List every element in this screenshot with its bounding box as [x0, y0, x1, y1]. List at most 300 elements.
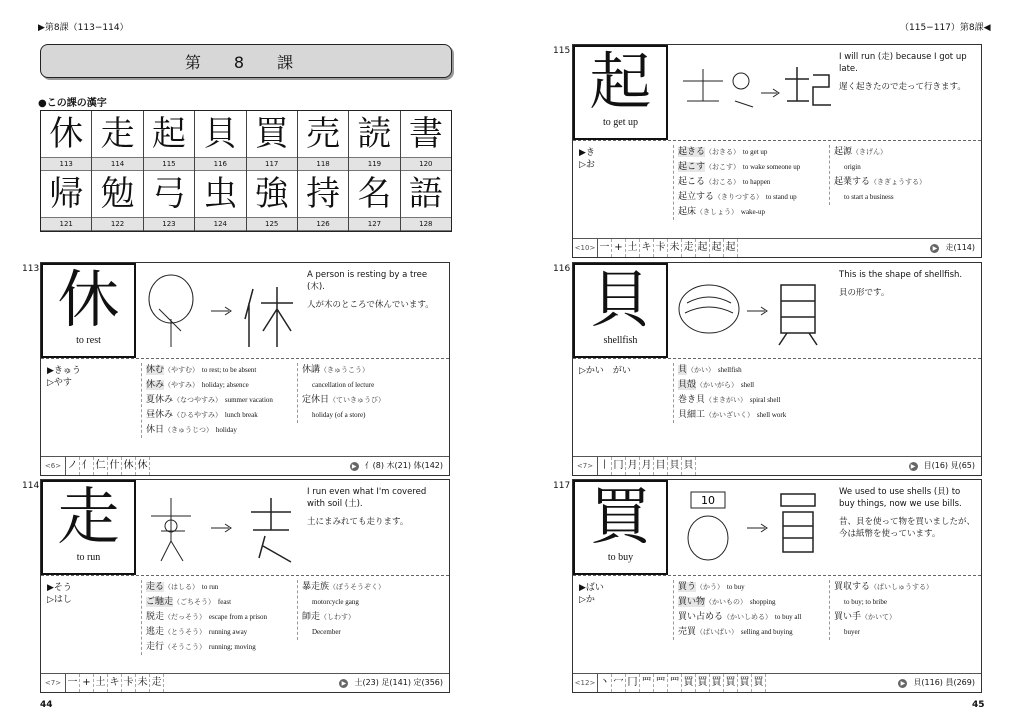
- vocab-word: 起立する: [678, 192, 715, 202]
- vocab-word: 休講: [302, 365, 321, 375]
- kanji-grid-cell: [143, 171, 194, 231]
- kanji-card: [572, 44, 982, 258]
- kanji-grid-cell: [194, 111, 245, 171]
- vocab-entry: [678, 145, 828, 160]
- kanji-grid-cell: [348, 171, 399, 231]
- cross-reference: [903, 457, 981, 475]
- vocab-word: 暴走族: [302, 582, 330, 592]
- cross-reference: [344, 457, 449, 475]
- grid-kanji: 売: [306, 114, 341, 154]
- vocab-word: 巻き貝: [678, 395, 706, 405]
- vocab-word: 定休日: [302, 395, 330, 405]
- cross-reference: [892, 674, 981, 692]
- stroke-step: 買: [752, 674, 766, 692]
- vocab-meaning: feast: [217, 598, 232, 606]
- vocab-entry: [146, 580, 296, 595]
- vocab-word: 脱走: [146, 612, 165, 622]
- vocab-column-secondary: [297, 580, 448, 640]
- grid-number: 114: [92, 157, 142, 171]
- vocab-entry: [678, 408, 828, 423]
- vocab-reading: （かいしめる）: [723, 613, 773, 621]
- svg-text:10: 10: [701, 494, 715, 507]
- vocab-column-primary: [673, 363, 828, 423]
- stroke-step: +: [80, 674, 94, 692]
- mnemonic-text: [839, 269, 977, 299]
- vocab-reading: （きりつする）: [714, 193, 764, 201]
- kanji-grid-cell: [41, 111, 91, 171]
- stroke-step: 月: [626, 457, 640, 475]
- stroke-step: 貝: [682, 457, 696, 475]
- vocab-meaning: cancellation of lecture: [312, 381, 375, 389]
- stroke-order-row: [573, 456, 981, 475]
- grid-number: 123: [144, 217, 194, 231]
- vocab-meaning: selling and buying: [740, 628, 793, 636]
- kanji-box: [573, 263, 668, 358]
- vocab-entry: [678, 190, 828, 205]
- vocab-word: 走る: [146, 582, 165, 592]
- grid-kanji: 弓: [151, 174, 186, 214]
- vocab-meaning: shopping: [749, 598, 776, 606]
- kanji-grid-cell: [400, 171, 451, 231]
- grid-kanji: 起: [151, 114, 186, 154]
- readings: [579, 365, 631, 377]
- kun-reading: ▷か: [579, 595, 595, 605]
- vocab-entry: [146, 378, 296, 393]
- vocab-column-primary: [141, 580, 296, 655]
- vocab-meaning: to start a business: [844, 193, 894, 201]
- kanji-card: [40, 262, 450, 476]
- play-icon: ▶: [909, 462, 918, 471]
- card-number: 114: [22, 481, 40, 491]
- vocab-word: 貝細工: [678, 410, 706, 420]
- stroke-step: 土: [94, 674, 108, 692]
- grid-kanji: 休: [49, 114, 84, 154]
- stroke-step: 未: [668, 239, 682, 257]
- grid-kanji: 買: [254, 114, 289, 154]
- grid-kanji: 勉: [100, 174, 135, 214]
- vocab-word: 買収する: [834, 582, 871, 592]
- grid-number: 120: [401, 157, 451, 171]
- cross-reference-text: 目(16) 見(65): [923, 461, 975, 470]
- main-kanji: 走: [57, 480, 120, 553]
- stroke-step: キ: [640, 239, 654, 257]
- vocab-reading: （きゅうこう）: [320, 366, 370, 374]
- mnemonic-japanese: 昔、貝を使って物を買いましたが、今は紙幣を使っています。: [839, 517, 976, 539]
- vocab-reading: （きしょう）: [696, 208, 739, 216]
- readings: [579, 582, 604, 606]
- vocab-column-secondary: [297, 363, 448, 423]
- divider: [573, 358, 981, 359]
- kanji-box: [41, 480, 136, 575]
- grid-number: 117: [247, 157, 297, 171]
- kanji-box: [41, 263, 136, 358]
- vocab-meaning: shell work: [756, 411, 787, 419]
- vocab-entry: [302, 610, 448, 640]
- kanji-box: [573, 480, 668, 575]
- vocab-word: 休み: [146, 380, 165, 390]
- mnemonic-text: [839, 51, 977, 93]
- stroke-order-row: [41, 673, 449, 692]
- vocab-column-primary: [673, 580, 828, 640]
- vocab-column-secondary: [829, 145, 980, 205]
- vocab-entry: [678, 580, 828, 595]
- main-kanji: 休: [57, 263, 120, 336]
- vocab-reading: （そうこう）: [164, 643, 207, 651]
- vocab-meaning: December: [312, 628, 341, 636]
- stroke-count: <10>: [573, 239, 598, 257]
- grid-number: 118: [298, 157, 348, 171]
- kun-reading: ▷お: [579, 160, 595, 170]
- vocab-entry: [146, 423, 296, 438]
- vocab-meaning: shell: [740, 381, 755, 389]
- grid-kanji: 持: [306, 174, 341, 214]
- vocab-word: 買い物: [678, 597, 706, 607]
- vocab-column-primary: [673, 145, 828, 220]
- mnemonic-english: This is the shape of shellfish.: [839, 270, 963, 280]
- kanji-grid-cell: [91, 171, 142, 231]
- vocab-entry: [146, 640, 296, 655]
- vocab-meaning: holiday; absence: [201, 381, 249, 389]
- vocab-reading: （ひるやすみ）: [173, 411, 223, 419]
- vocab-word: 走行: [146, 642, 165, 652]
- vocab-reading: （きゅうじつ）: [164, 426, 214, 434]
- vocab-meaning: wake-up: [740, 208, 765, 216]
- vocab-entry: [146, 625, 296, 640]
- vocab-word: 師走: [302, 612, 321, 622]
- kanji-grid-cell: [246, 111, 297, 171]
- grid-kanji: 貝: [203, 114, 238, 154]
- grid-number: 126: [298, 217, 348, 231]
- grid-number: 128: [401, 217, 451, 231]
- stroke-order-row: [573, 238, 981, 257]
- vocab-word: 休む: [146, 365, 165, 375]
- mnemonic-japanese: 土にまみれても走ります。: [307, 517, 409, 527]
- cross-reference-text: 貝(116) 員(269): [913, 678, 975, 687]
- grid-number: 116: [195, 157, 245, 171]
- vocab-entry: [678, 175, 828, 190]
- stroke-step: 月: [640, 457, 654, 475]
- vocab-word: 貝: [678, 365, 688, 375]
- stroke-step: 卡: [122, 674, 136, 692]
- vocab-reading: （はしる）: [164, 583, 200, 591]
- kanji-meaning: to buy: [607, 552, 634, 563]
- lesson-title: 第 8 課: [40, 44, 452, 78]
- kanji-card: [572, 262, 982, 476]
- mnemonic-illustration: [673, 486, 833, 570]
- grid-number: 119: [349, 157, 399, 171]
- stroke-step: 冂: [612, 457, 626, 475]
- vocab-word: 起きる: [678, 147, 706, 157]
- kanji-card: [40, 479, 450, 693]
- on-reading: ▶ばい: [579, 583, 604, 593]
- vocab-reading: （かいて）: [861, 613, 897, 621]
- on-reading: ▶そう: [47, 583, 72, 593]
- stroke-step: 買: [696, 674, 710, 692]
- vocab-reading: （おきる）: [705, 148, 741, 156]
- vocab-word: 買う: [678, 582, 697, 592]
- on-reading: ▷かい がい: [579, 366, 631, 376]
- main-kanji: 貝: [589, 263, 652, 336]
- vocab-meaning: to rest; to be absent: [201, 366, 257, 374]
- play-icon: ▶: [898, 679, 907, 688]
- vocab-word: 貝殻: [678, 380, 697, 390]
- mnemonic-english: I will run (走) because I got up late.: [839, 52, 967, 74]
- grid-kanji: 語: [408, 174, 443, 214]
- stroke-step: 走: [150, 674, 164, 692]
- stroke-step: 買: [682, 674, 696, 692]
- vocab-meaning: origin: [844, 163, 861, 171]
- vocab-word: 起こす: [678, 162, 706, 172]
- vocab-meaning: lunch break: [224, 411, 258, 419]
- card-number: 115: [553, 46, 571, 56]
- vocab-entry: [834, 175, 980, 205]
- vocab-meaning: escape from a prison: [208, 613, 268, 621]
- vocab-reading: （ていきゅうび）: [329, 396, 386, 404]
- readings: [579, 147, 595, 171]
- mnemonic-illustration: [673, 269, 833, 353]
- vocab-meaning: to wake someone up: [742, 163, 801, 171]
- stroke-step: 休: [122, 457, 136, 475]
- kanji-grid-cell: [297, 171, 348, 231]
- grid-number: 113: [41, 157, 91, 171]
- readings: [47, 582, 72, 606]
- kanji-meaning: to get up: [603, 117, 638, 128]
- vocab-entry: [146, 595, 296, 610]
- stroke-step: 目: [654, 457, 668, 475]
- kanji-grid-row: [41, 171, 451, 231]
- stroke-count: <12>: [573, 674, 598, 692]
- cross-reference: [924, 239, 981, 257]
- grid-kanji: 強: [254, 174, 289, 214]
- vocab-entry: [678, 378, 828, 393]
- vocab-meaning: holiday (of a store): [312, 411, 366, 419]
- grid-number: 127: [349, 217, 399, 231]
- kanji-grid: [40, 110, 452, 232]
- mnemonic-illustration: [673, 51, 833, 135]
- stroke-step: 買: [724, 674, 738, 692]
- grid-kanji: 読: [357, 114, 392, 154]
- kanji-grid-cell: [246, 171, 297, 231]
- cross-reference: [333, 674, 449, 692]
- vocab-entry: [302, 363, 448, 393]
- vocab-meaning: to happen: [742, 178, 771, 186]
- section-label: ●この課の漢字: [38, 98, 107, 109]
- mnemonic-text: [839, 486, 977, 540]
- stroke-step: 買: [710, 674, 724, 692]
- vocab-entry: [678, 610, 828, 625]
- vocab-meaning: to run: [201, 583, 219, 591]
- vocab-column-secondary: [829, 580, 980, 640]
- left-running-header: ▶第8課（113−114）: [38, 23, 129, 33]
- stroke-step: キ: [108, 674, 122, 692]
- vocab-meaning: to buy; to bribe: [844, 598, 887, 606]
- mnemonic-japanese: 遅く起きたので走って行きます。: [839, 82, 966, 92]
- kanji-meaning: shellfish: [603, 335, 638, 346]
- mnemonic-text: [307, 269, 445, 311]
- vocab-word: 起床: [678, 207, 697, 217]
- on-reading: ▶きゅう: [47, 366, 81, 376]
- vocab-word: ご馳走: [146, 597, 174, 607]
- vocab-entry: [834, 610, 980, 640]
- kanji-card: [572, 479, 982, 693]
- vocab-word: 売買: [678, 627, 697, 637]
- grid-number: 115: [144, 157, 194, 171]
- kanji-grid-cell: [91, 111, 142, 171]
- vocab-entry: [146, 408, 296, 423]
- stroke-step: 一: [66, 674, 80, 692]
- mnemonic-japanese: 人が木のところで休んでいます。: [307, 300, 434, 310]
- stroke-count: <7>: [573, 457, 598, 475]
- mnemonic-english: A person is resting by a tree (木).: [307, 270, 428, 292]
- stroke-step: 卡: [654, 239, 668, 257]
- vocab-word: 休日: [146, 425, 165, 435]
- vocab-entry: [834, 580, 980, 610]
- vocab-word: 逃走: [146, 627, 165, 637]
- vocab-word: 起こる: [678, 177, 706, 187]
- vocab-reading: （かいざいく）: [705, 411, 755, 419]
- kanji-grid-cell: [143, 111, 194, 171]
- grid-kanji: 名: [357, 174, 392, 214]
- vocab-entry: [678, 205, 828, 220]
- kun-reading: ▷やす: [47, 378, 72, 388]
- play-icon: ▶: [339, 679, 348, 688]
- vocab-word: 起源: [834, 147, 853, 157]
- mnemonic-illustration: [141, 486, 301, 570]
- vocab-reading: （とうそう）: [164, 628, 207, 636]
- vocab-reading: （きぎょうする）: [870, 178, 927, 186]
- vocab-word: 昼休み: [146, 410, 174, 420]
- card-number: 116: [553, 264, 571, 274]
- card-number: 117: [553, 481, 571, 491]
- vocab-reading: （かいがら）: [696, 381, 739, 389]
- vocab-entry: [678, 363, 828, 378]
- stroke-step: 罒: [640, 674, 654, 692]
- stroke-step: 起: [724, 239, 738, 257]
- vocab-entry: [678, 625, 828, 640]
- grid-number: 121: [41, 217, 91, 231]
- vocab-meaning: summer vacation: [224, 396, 273, 404]
- vocab-meaning: running; moving: [208, 643, 256, 651]
- kanji-grid-cell: [348, 111, 399, 171]
- kanji-grid-row: [41, 111, 451, 171]
- divider: [573, 575, 981, 576]
- vocab-meaning: to stand up: [765, 193, 797, 201]
- stroke-step: 土: [626, 239, 640, 257]
- stroke-step: 罒: [668, 674, 682, 692]
- vocab-reading: （おこす）: [705, 163, 741, 171]
- vocab-meaning: buyer: [844, 628, 860, 636]
- stroke-count: <7>: [41, 674, 66, 692]
- stroke-step: 什: [108, 457, 122, 475]
- vocab-meaning: holiday: [215, 426, 237, 434]
- vocab-word: 買い占める: [678, 612, 724, 622]
- stroke-step: 休: [136, 457, 150, 475]
- mnemonic-text: [307, 486, 445, 528]
- grid-number: 124: [195, 217, 245, 231]
- vocab-entry: [302, 393, 448, 423]
- mnemonic-english: We used to use shells (貝) to buy things, now we use bills.: [839, 487, 962, 509]
- vocab-reading: （ぼうそうぞく）: [329, 583, 386, 591]
- kanji-meaning: to rest: [76, 335, 101, 346]
- vocab-column-primary: [141, 363, 296, 438]
- vocab-reading: （ごちそう）: [173, 598, 216, 606]
- vocab-reading: （しわす）: [320, 613, 356, 621]
- divider: [41, 358, 449, 359]
- vocab-entry: [678, 160, 828, 175]
- divider: [41, 575, 449, 576]
- stroke-order-row: [573, 673, 981, 692]
- play-icon: ▶: [350, 462, 359, 471]
- vocab-meaning: shellfish: [717, 366, 742, 374]
- stroke-step: 冂: [626, 674, 640, 692]
- stroke-step: 罒: [654, 674, 668, 692]
- kanji-grid-cell: [41, 171, 91, 231]
- right-running-header: （115−117）第8課◀: [900, 23, 991, 33]
- kanji-box: [573, 45, 668, 140]
- vocab-meaning: spiral shell: [749, 396, 781, 404]
- grid-kanji: 書: [408, 114, 443, 154]
- vocab-reading: （かいもの）: [705, 598, 748, 606]
- vocab-entry: [834, 145, 980, 175]
- main-kanji: 起: [589, 45, 652, 118]
- vocab-entry: [146, 393, 296, 408]
- vocab-reading: （だっそう）: [164, 613, 207, 621]
- stroke-step: 一: [598, 239, 612, 257]
- stroke-step: 買: [738, 674, 752, 692]
- kun-reading: ▷はし: [47, 595, 72, 605]
- vocab-word: 買い手: [834, 612, 862, 622]
- vocab-reading: （ばいばい）: [696, 628, 739, 636]
- vocab-meaning: to buy all: [774, 613, 802, 621]
- vocab-reading: （かう）: [696, 583, 725, 591]
- vocab-entry: [302, 580, 448, 610]
- grid-kanji: 帰: [49, 174, 84, 214]
- vocab-reading: （かい）: [687, 366, 716, 374]
- cross-reference-text: 走(114): [945, 243, 975, 252]
- vocab-entry: [146, 610, 296, 625]
- kanji-grid-cell: [297, 111, 348, 171]
- card-number: 113: [22, 264, 40, 274]
- stroke-step: 未: [136, 674, 150, 692]
- stroke-step: 貝: [668, 457, 682, 475]
- vocab-reading: （やすみ）: [164, 381, 200, 389]
- vocab-reading: （まきがい）: [705, 396, 748, 404]
- vocab-word: 夏休み: [146, 395, 174, 405]
- main-kanji: 買: [589, 480, 652, 553]
- vocab-word: 起業する: [834, 177, 871, 187]
- vocab-reading: （おこる）: [705, 178, 741, 186]
- stroke-step: 丶: [598, 674, 612, 692]
- divider: [573, 140, 981, 141]
- stroke-step: ノ: [66, 457, 80, 475]
- grid-number: 125: [247, 217, 297, 231]
- vocab-reading: （きげん）: [852, 148, 888, 156]
- vocab-reading: （やすむ）: [164, 366, 200, 374]
- kanji-grid-cell: [400, 111, 451, 171]
- vocab-entry: [678, 595, 828, 610]
- grid-kanji: 走: [100, 114, 135, 154]
- vocab-meaning: motorcycle gang: [312, 598, 359, 606]
- kanji-meaning: to run: [76, 552, 101, 563]
- stroke-order-row: [41, 456, 449, 475]
- vocab-meaning: to get up: [742, 148, 768, 156]
- vocab-entry: [678, 393, 828, 408]
- stroke-step: 起: [710, 239, 724, 257]
- play-icon: ▶: [930, 244, 939, 253]
- vocab-reading: （ばいしゅうする）: [870, 583, 934, 591]
- cross-reference-text: 土(23) 足(141) 定(356): [354, 678, 443, 687]
- page-number-left: 44: [40, 700, 53, 710]
